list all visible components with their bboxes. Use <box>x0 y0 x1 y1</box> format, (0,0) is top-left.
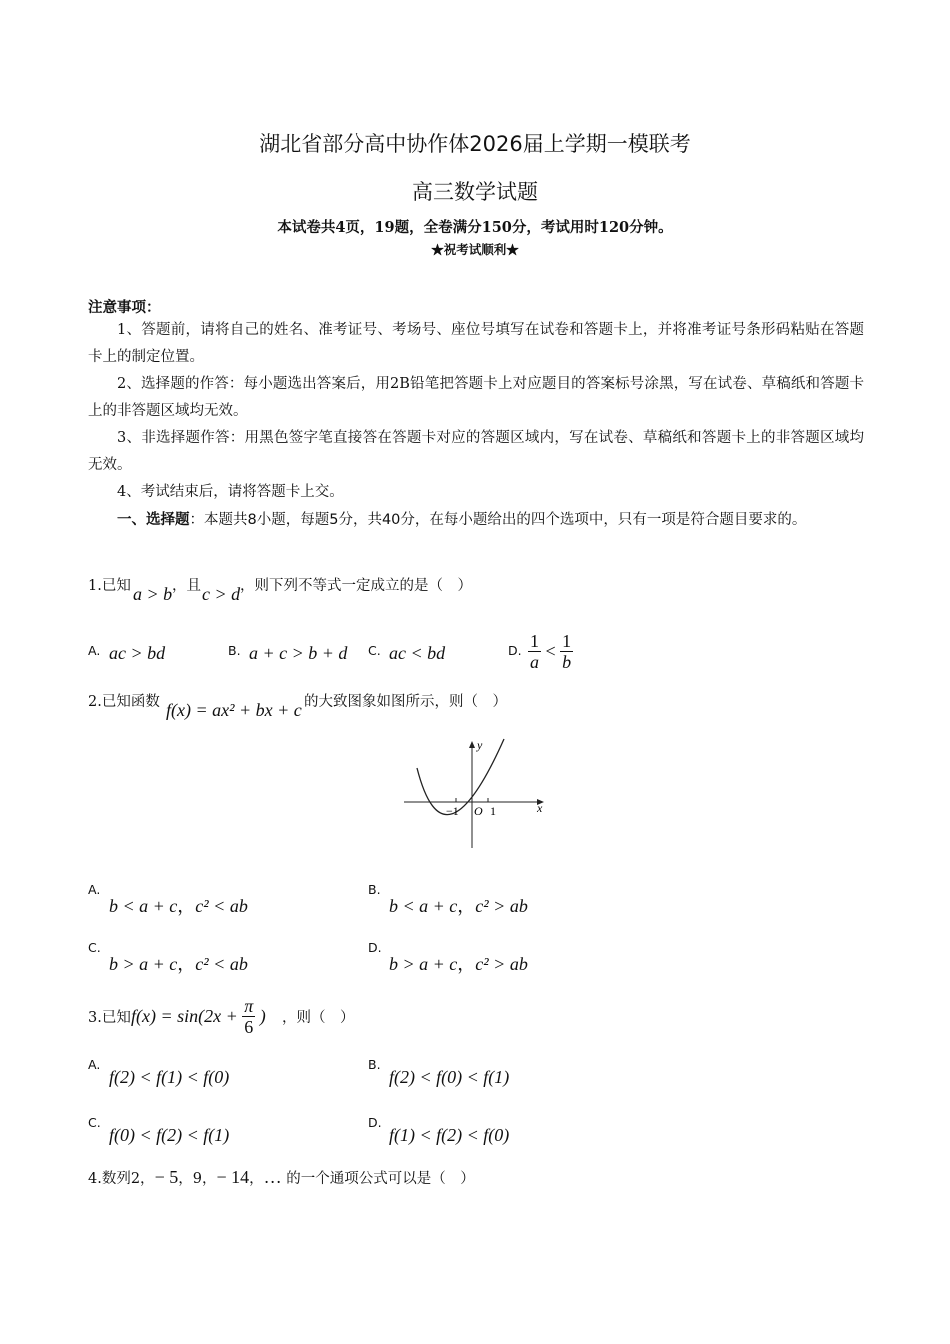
q3-six: 6 <box>244 1017 254 1037</box>
q1-option-d <box>528 631 573 672</box>
q2-suffix: 的大致图象如图所示，则（ ） <box>304 694 507 710</box>
q2-a-sep: ， <box>177 896 196 916</box>
q3-label-c: C. <box>88 1115 101 1130</box>
q2-a-part-1: b < a + c <box>109 896 178 916</box>
q2-parabola-graph <box>398 736 550 852</box>
q2-a-part-2: c² < ab <box>195 896 248 916</box>
q2-option-d <box>389 950 528 976</box>
exam-title: 湖北省部分高中协作体2026届上学期一模联考 <box>259 132 691 156</box>
q3-option-c: f(0) < f(2) < f(1) <box>109 1125 230 1145</box>
notice-heading: 注意事项： <box>88 299 161 316</box>
q1-label-b: B. <box>228 643 241 658</box>
q2-label-b: B. <box>368 882 381 897</box>
q1-d-num-1: 1 <box>530 631 539 651</box>
q2-option-c <box>109 950 248 976</box>
q3-suffix: ，则（ ） <box>282 1010 355 1026</box>
tick-neg1-label: −1 <box>446 804 459 818</box>
q3-option-d: f(1) < f(2) < f(0) <box>389 1125 510 1145</box>
y-axis-arrow <box>469 741 475 748</box>
q4-term-2: − 5 <box>154 1167 179 1187</box>
origin-label: O <box>474 804 483 818</box>
q2-b-part-1: b < a + c <box>389 896 458 916</box>
notice-item-2: 2、选择题的作答：每小题选出答案后，用2B铅笔把答题卡上对应题目的答案标号涂黑，写在试卷、草稿纸和答题卡上的非答题区域均无效。 <box>88 376 864 419</box>
x-axis-label: x <box>537 801 543 815</box>
q3-label-a: A. <box>88 1057 101 1072</box>
q2-c-part-2: c² < ab <box>195 954 248 974</box>
q2-label-c: C. <box>88 940 101 955</box>
q2-b-sep: ， <box>457 896 476 916</box>
q1-mid: ，且 <box>172 578 201 594</box>
q1-option-a: ac > bd <box>109 643 166 663</box>
q1-label-c: C. <box>368 643 381 658</box>
y-axis-label: y <box>477 738 483 752</box>
exam-subtitle: 高三数学试题 <box>412 180 538 204</box>
q2-label-a: A. <box>88 882 101 897</box>
q4-comma-1: ，9， <box>178 1171 217 1187</box>
notice-item-4: 4、考试结束后，请将答题卡上交。 <box>117 484 344 500</box>
q1-label-a: A. <box>88 643 101 658</box>
q4-text <box>88 1167 475 1188</box>
q2-function: f(x) = ax² + bx + c <box>166 700 302 720</box>
section-1-text: ：本题共8小题，每题5分，共40分，在每小题给出的四个选项中，只有一项是符合题目要求的。 <box>189 512 807 528</box>
q1-d-den-1: a <box>530 652 539 672</box>
q2-prefix: 2.已知函数 <box>88 694 160 710</box>
q3-label-b: B. <box>368 1057 381 1072</box>
q1-option-b: a + c > b + d <box>249 643 348 663</box>
q3-func-left: f(x) = sin(2x + <box>131 1006 238 1026</box>
q4-prefix: 4.数列2， <box>88 1171 155 1187</box>
q2-c-part-1: b > a + c <box>109 954 178 974</box>
q4-ellipsis: … <box>263 1167 282 1187</box>
exam-info: 本试卷共4页，19题，全卷满分150分，考试用时120分钟。 <box>277 219 673 236</box>
q2-b-part-2: c² > ab <box>475 896 528 916</box>
q3-func-right: ) <box>259 1006 266 1026</box>
q4-term-4: − 14 <box>216 1167 250 1187</box>
q1-d-num-2: 1 <box>562 631 572 651</box>
q1-option-c: ac < bd <box>389 643 446 663</box>
q2-c-sep: ， <box>177 954 196 974</box>
q3-label-d: D. <box>368 1115 382 1130</box>
q1-label-d: D. <box>508 643 522 658</box>
q3-pi: π <box>244 996 254 1016</box>
q2-d-sep: ， <box>457 954 476 974</box>
exam-wish: ★祝考试顺利★ <box>431 242 519 257</box>
q3-function <box>131 996 266 1037</box>
q2-label-d: D. <box>368 940 382 955</box>
q1-cond-1: a > b <box>133 584 173 604</box>
notice-item-1: 1、答题前，请将自己的姓名、准考证号、考场号、座位号填写在试卷和答题卡上，并将准考证号条形码粘贴在答题卡上的制定位置。 <box>88 322 864 365</box>
q4-suffix: 的一个通项公式可以是（ ） <box>281 1171 475 1187</box>
section-1-instructions <box>88 505 864 535</box>
tick-1-label: 1 <box>490 804 496 818</box>
q1-cond-2: c > d <box>202 584 241 604</box>
q4-comma-2: ， <box>249 1171 264 1187</box>
q1-d-den-2: b <box>562 652 572 672</box>
q1-d-op: < <box>545 641 556 661</box>
section-1-heading: 一、选择题 <box>117 512 190 528</box>
notice-item-3: 3、非选择题作答：用黑色签字笔直接答在答题卡对应的答题区域内，写在试卷、草稿纸和答题卡上的非答题区域均无效。 <box>88 430 864 473</box>
q2-d-part-1: b > a + c <box>389 954 458 974</box>
q2-option-b <box>389 892 528 918</box>
q3-option-a: f(2) < f(1) < f(0) <box>109 1067 230 1087</box>
q2-option-a <box>109 892 248 918</box>
q2-d-part-2: c² > ab <box>475 954 528 974</box>
q3-prefix: 3.已知 <box>88 1010 131 1026</box>
q1-prefix: 1.已知 <box>88 578 131 594</box>
q3-option-b: f(2) < f(0) < f(1) <box>389 1067 510 1087</box>
q1-suffix: ，则下列不等式一定成立的是（ ） <box>240 578 472 594</box>
